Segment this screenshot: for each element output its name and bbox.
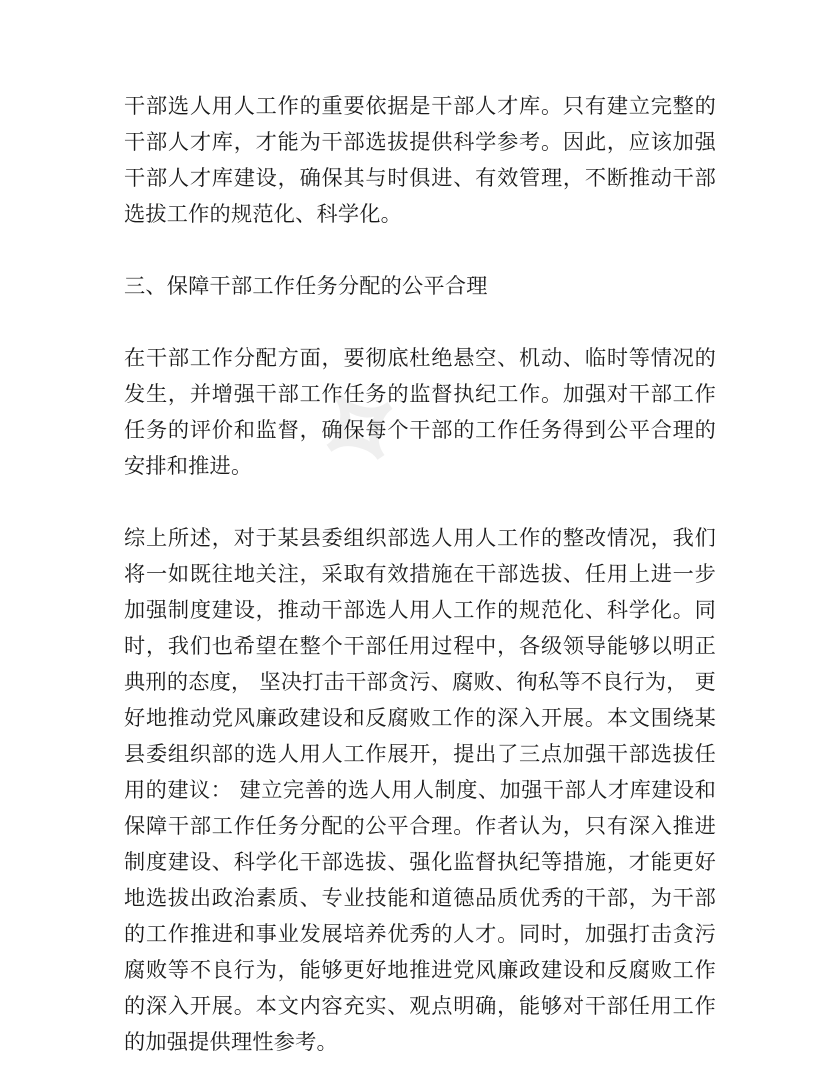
paragraph-spacer: [124, 232, 716, 268]
paragraph-spacer: [124, 484, 716, 520]
paragraph-conclusion: 综上所述，对于某县委组织部选人用人工作的整改情况，我们将一如既往地关注，采取有效措施在干部选拔、任用上进一步加强制度建设，推动干部选人用人工作的规范化、科学化。同时，我们也希望在整个干部任用过程中，各级领导能够以明正典刑的态度， 坚决打击干部贪污、腐败、徇私等不良行为， 更好地推动党风廉政建设和反腐败工作的深入开展。本文围绕某县委组织部的选人用人工作展开，提出了三点加强干部选拔任用的建议： 建立完善的选人用人制度、加强干部人才库建设和保障干部工作任务分配的公平合理。作者认为，只有深入推进制度建设、科学化干部选拔、强化监督执纪等措施，才能更好地选拔出政治素质、专业技能和道德品质优秀的干部，为干部的工作推进和事业发展培养优秀的人才。同时，加强打击贪污腐败等不良行为，能够更好地推进党风廉政建设和反腐败工作的深入开展。本文内容充实、观点明确，能够对干部任用工作的加强提供理性参考。: [124, 525, 716, 1054]
watermark-logo: ⟡: [283, 341, 429, 502]
document-page: [124, 88, 716, 1060]
section-heading-three: 三、保障干部工作任务分配的公平合理: [124, 273, 488, 298]
paragraph-task-distribution: 在干部工作分配方面，要彻底杜绝悬空、机动、临时等情况的发生，并增强干部工作任务的监督执纪工作。加强对干部工作任务的评价和监督，确保每个干部的工作任务得到公平合理的安排和推进。: [124, 345, 716, 478]
paragraph-talent-pool: 干部选人用人工作的重要依据是干部人才库。只有建立完整的干部人才库，才能为干部选拔提供科学参考。因此，应该加强干部人才库建设，确保其与时俱进、有效管理，不断推动干部选拔工作的规范化、科学化。: [124, 93, 716, 226]
paragraph-spacer: [124, 304, 716, 340]
